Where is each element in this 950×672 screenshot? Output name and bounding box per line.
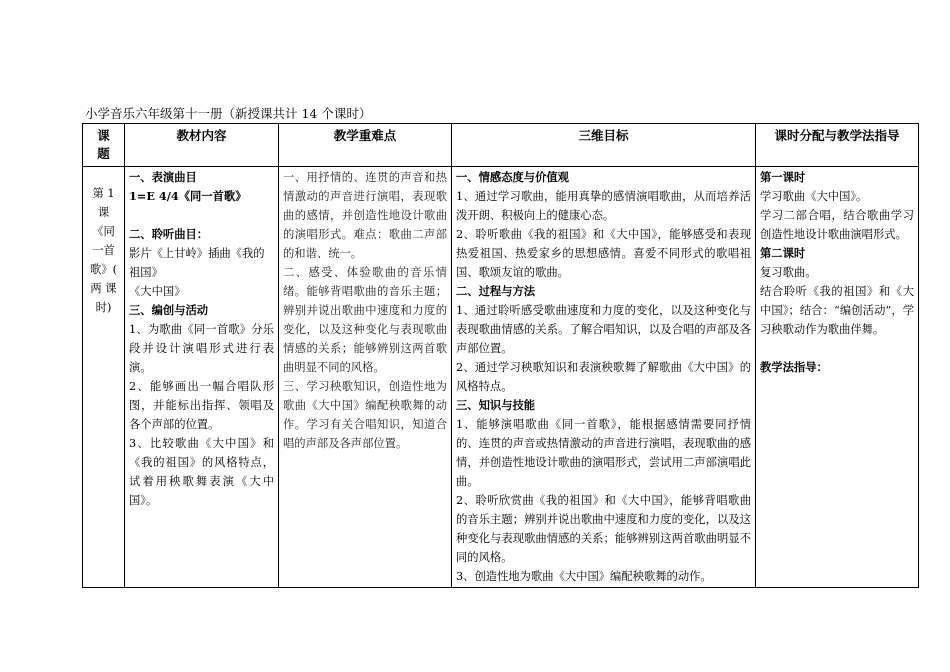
schedule-lesson1-title: 第一课时 (760, 170, 806, 184)
schedule-lesson2-item: 复习歌曲。 (760, 266, 817, 279)
table-row (83, 167, 919, 588)
teaching-method-label: 教学法指导： (760, 360, 828, 374)
lesson-plan-table (82, 123, 919, 588)
lesson-name: 第 1 课《同一首歌》( 两 课时) (89, 187, 117, 314)
schedule-cell (756, 167, 919, 588)
schedule-lesson2-title: 第二课时 (760, 246, 806, 260)
goals-section3-item: 2、聆听欣赏曲《我的祖国》和《大中国》，能够背唱歌曲的音乐主题；辨别并说出歌曲中速度和力度的变化，以及这种变化与表现歌曲情感的关系；能够辨别这两首歌曲明显不同的风格。 (456, 494, 751, 564)
content-section3-item: 2、能够画出一幅合唱队形图，并能标出指挥、领唱及各个声部的位置。 (129, 380, 274, 431)
schedule-lesson2-item: 结合聆听《我的祖国》和《大中国》；结合：“编创活动”，学习秧歌动作为歌曲伴舞。 (760, 285, 914, 336)
goals-section3-item: 3、创造性地为歌曲《大中国》编配秧歌舞的动作。 (456, 570, 712, 583)
key-point-item: 一、用抒情的、连贯的声音和热情激动的声音进行演唱，表现歌曲的感情，并创造性地设计歌曲的演唱形式。难点：歌曲二声部的和谐、统一。 (283, 171, 447, 260)
content-section1-song: 1=E 4/4《同一首歌》 (129, 189, 247, 203)
content-section1-title: 一、表演曲目 (129, 170, 197, 184)
content-section3-item: 1、为歌曲《同一首歌》分乐段并设计演唱形式进行表演。 (129, 323, 274, 374)
header-lesson: 课 题 (83, 124, 125, 167)
goals-section3-item: 1、能够演唱歌曲《同一首歌》，能根据感情需要同抒情的、连贯的声音或热情激动的声音进行演唱，表现歌曲的感情，并创造性地设计歌曲的演唱形式，尝试用二声部演唱此曲。 (456, 418, 751, 488)
key-point-item: 三、学习秧歌知识，创造性地为歌曲《大中国》编配秧歌舞的动作。学习有关合唱知识，知道合唱的声部及各声部位置。 (283, 380, 447, 450)
goals-section1-item: 1、通过学习歌曲，能用真挚的感情演唱歌曲，从而培养活泼开朗、积极向上的健康心态。 (456, 190, 751, 222)
schedule-lesson1-item: 学习歌曲《大中国》。 (760, 190, 868, 203)
content-section2-item: 《大中国》 (129, 285, 186, 298)
content-section2-item: 影片《上甘岭》插曲《我的祖国》 (129, 247, 265, 279)
goals-section1-item: 2、聆听歌曲《我的祖国》和《大中国》，能够感受和表现热爱祖国、热爱家乡的思想感情。喜爱不同形式的歌唱祖国、歌颂友谊的歌曲。 (456, 228, 751, 279)
document-title: 小学音乐六年级第十一册（新授课共计 14 个课时） (85, 106, 372, 121)
header-key-points: 教学重难点 (279, 124, 452, 167)
content-cell (125, 167, 279, 588)
key-point-item: 二、感受、体验歌曲的音乐情绪。能够背唱歌曲的音乐主题；辨别并说出歌曲中速度和力度的变化，以及这种变化与表现歌曲情感的关系；能够辨别这两首歌曲明显不同的风格。 (283, 266, 447, 374)
goals-section2-item: 1、通过聆听感受歌曲速度和力度的变化，以及这种变化与表现歌曲情感的关系。了解合唱知识，以及合唱的声部及各声部位置。 (456, 304, 751, 355)
content-section3-title: 三、编创与活动 (129, 303, 209, 317)
content-section3-item: 3、比较歌曲《大中国》和《我的祖国》的风格特点，试着用秧歌舞表演《大中国》。 (129, 437, 274, 507)
schedule-lesson1-item: 学习二部合唱，结合歌曲学习创造性地设计歌曲演唱形式。 (760, 209, 914, 241)
goals-section1-title: 一、情感态度与价值观 (456, 170, 569, 184)
content-section2-title: 二、聆听曲目： (129, 227, 209, 241)
goals-cell (452, 167, 756, 588)
key-points-cell (279, 167, 452, 588)
goals-section2-item: 2、通过学习秧歌知识和表演秧歌舞了解歌曲《大中国》的风格特点。 (456, 361, 751, 393)
goals-section3-title: 三、知识与技能 (456, 398, 536, 412)
header-schedule: 课时分配与教学法指导 (756, 124, 919, 167)
header-goals: 三维目标 (452, 124, 756, 167)
header-content: 教材内容 (125, 124, 279, 167)
lesson-name-cell (83, 167, 125, 588)
table-header-row (83, 124, 919, 167)
goals-section2-title: 二、过程与方法 (456, 284, 536, 298)
